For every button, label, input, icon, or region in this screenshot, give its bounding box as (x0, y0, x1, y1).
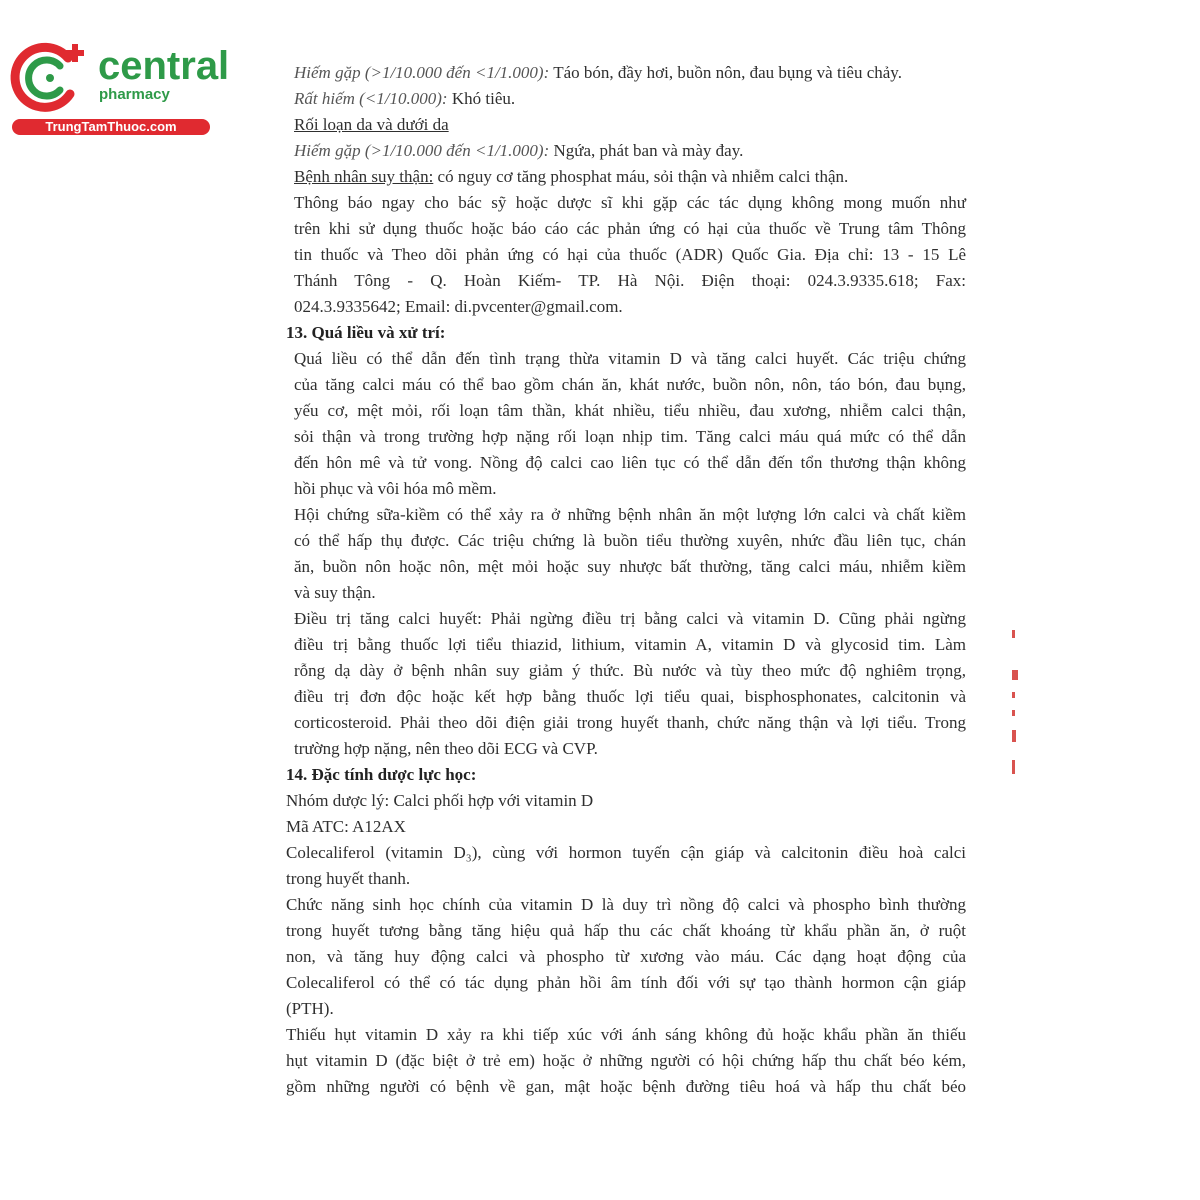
paragraph-line: (PTH). (286, 999, 334, 1018)
paragraph-line: Điều trị tăng calci huyết: Phải ngừng điều trị bằng calci và vitamin D. Cũng phải ngừng (294, 609, 966, 628)
subsection-heading: Bệnh nhân suy thận: (294, 167, 434, 186)
paragraph-line: 024.3.9335642; Email: di.pvcenter@gmail.com. (294, 297, 623, 316)
paragraph-line: non, và tăng huy động calci và phospho từ xương vào máu. Các dạng hoạt động của (286, 947, 966, 966)
text-line (286, 60, 966, 86)
paragraph-line: Chức năng sinh học chính của vitamin D là duy trì nồng độ calci và phospho bình thường (286, 895, 966, 914)
frequency-label: Hiếm gặp (>1/10.000 đến <1/1.000): (294, 141, 550, 160)
paragraph-line: sỏi thận và trong trường hợp nặng rối loạn nhịp tim. Tăng calci máu quá mức có thể dẫn (294, 427, 966, 446)
brand-name: central (98, 44, 230, 88)
section-heading-14: 14. Đặc tính dược lực học: (286, 765, 477, 784)
brand-subtitle: pharmacy (99, 86, 170, 103)
text-line (286, 138, 966, 164)
paragraph-line: rỗng dạ dày ở bệnh nhân suy giảm ý thức. Bù nước và tùy theo mức độ nghiêm trọng, (294, 661, 966, 680)
frequency-label: Rất hiếm (<1/10.000): (294, 89, 448, 108)
paragraph-line: điều trị đơn độc hoặc kết hợp bằng thuốc lợi tiểu quai, bisphosphonates, calcitonin và (294, 687, 966, 706)
brand-url-badge[interactable]: TrungTamThuoc.com (12, 119, 210, 135)
text-span: Ngứa, phát ban và mày đay. (549, 141, 744, 160)
paragraph-line: của tăng calci máu có thể bao gồm chán ăn, khát nước, buồn nôn, nôn, táo bón, đau bụng, (294, 375, 966, 394)
paragraph-line: điều trị bằng thuốc lợi tiểu thiazid, lithium, vitamin A, vitamin D và glycosid tim. Làm (294, 635, 966, 654)
paragraph-line: trường hợp nặng, nên theo dõi ECG và CVP. (294, 739, 598, 758)
paragraph-line: Nhóm dược lý: Calci phối hợp với vitamin D (286, 791, 594, 810)
text-line (286, 164, 966, 190)
paragraph-line: hụt vitamin D (đặc biệt ở trẻ em) hoặc ở những người có hội chứng hấp thu chất béo kém, (286, 1051, 966, 1070)
paragraph-line: gồm những người có bệnh về gan, mật hoặc bệnh đường tiêu hoá và hấp thu chất béo (286, 1077, 966, 1096)
text-line (286, 112, 966, 138)
paragraph-line: tin thuốc và Theo dõi phản ứng có hại của thuốc (ADR) Quốc Gia. Địa chỉ: 13 - 15 Lê (294, 245, 966, 264)
paragraph-line: hồi phục và vôi hóa mô mềm. (294, 479, 497, 498)
margin-stamp-marks (1012, 630, 1026, 790)
text-span: có nguy cơ tăng phosphat máu, sỏi thận và nhiễm calci thận. (433, 167, 849, 186)
text-line (286, 86, 966, 112)
paragraph-line: Thiếu hụt vitamin D xảy ra khi tiếp xúc với ánh sáng không đủ hoặc khẩu phần ăn thiếu (286, 1025, 966, 1044)
paragraph-line: đến hôn mê và tử vong. Nồng độ calci cao liên tục có thể dẫn đến tổn thương thận không (294, 453, 966, 472)
frequency-label: Hiếm gặp (>1/10.000 đến <1/1.000): (294, 63, 550, 82)
central-pharmacy-logo[interactable] (10, 38, 230, 138)
paragraph-line: corticosteroid. Phải theo dõi điện giải trong huyết thanh, chức năng thận và lợi tiểu. Trong (294, 713, 966, 732)
paragraph-line: Colecaliferol có thể có tác dụng phản hồi âm tính đối với sự tạo thành hormon cận giáp (286, 973, 966, 992)
text-span: Táo bón, đầy hơi, buồn nôn, đau bụng và tiêu chảy. (549, 63, 902, 82)
logo-mark-icon (10, 38, 94, 118)
paragraph-line: trong huyết tương bằng tăng hiệu quả hấp thu các chất khoáng từ khẩu phần ăn, ở ruột (286, 921, 966, 940)
paragraph-line: trên khi sử dụng thuốc hoặc báo cáo các phản ứng có hại của thuốc về Trung tâm Thông (294, 219, 966, 238)
text-span: Khó tiêu. (447, 89, 516, 108)
document-page (286, 60, 966, 1100)
subsection-heading: Rối loạn da và dưới da (294, 115, 449, 134)
paragraph-line: có thể hấp thụ được. Các triệu chứng là buồn tiểu thường xuyên, nhức đầu liên tục, chán (294, 531, 966, 550)
section-heading-13: 13. Quá liều và xử trí: (286, 323, 446, 342)
paragraph-line: ăn, buồn nôn hoặc nôn, mệt mỏi hoặc suy nhược bất thường, tăng calci máu, nhiễm kiềm (294, 557, 966, 576)
paragraph-line: và suy thận. (294, 583, 376, 602)
paragraph-line: Thông báo ngay cho bác sỹ hoặc dược sĩ khi gặp các tác dụng không mong muốn như (294, 193, 966, 212)
paragraph-line: Thánh Tông - Q. Hoàn Kiếm- TP. Hà Nội. Điện thoại: 024.3.9335.618; Fax: (294, 271, 966, 290)
paragraph-line: Mã ATC: A12AX (286, 817, 406, 836)
paragraph-line: Quá liều có thể dẫn đến tình trạng thừa vitamin D và tăng calci huyết. Các triệu chứng (294, 349, 966, 368)
paragraph-line: Hội chứng sữa-kiềm có thể xảy ra ở những bệnh nhân ăn một lượng lớn calci và chất kiềm (294, 505, 966, 524)
paragraph-line: trong huyết thanh. (286, 869, 411, 888)
paragraph-line: yếu cơ, mệt mỏi, rối loạn tâm thần, khát nhiều, tiểu nhiều, đau xương, nhiễm calci thận, (294, 401, 966, 420)
paragraph-line: Colecaliferol (vitamin D₃), cùng với hormon tuyến cận giáp và calcitonin điều hoà calci (286, 843, 966, 862)
